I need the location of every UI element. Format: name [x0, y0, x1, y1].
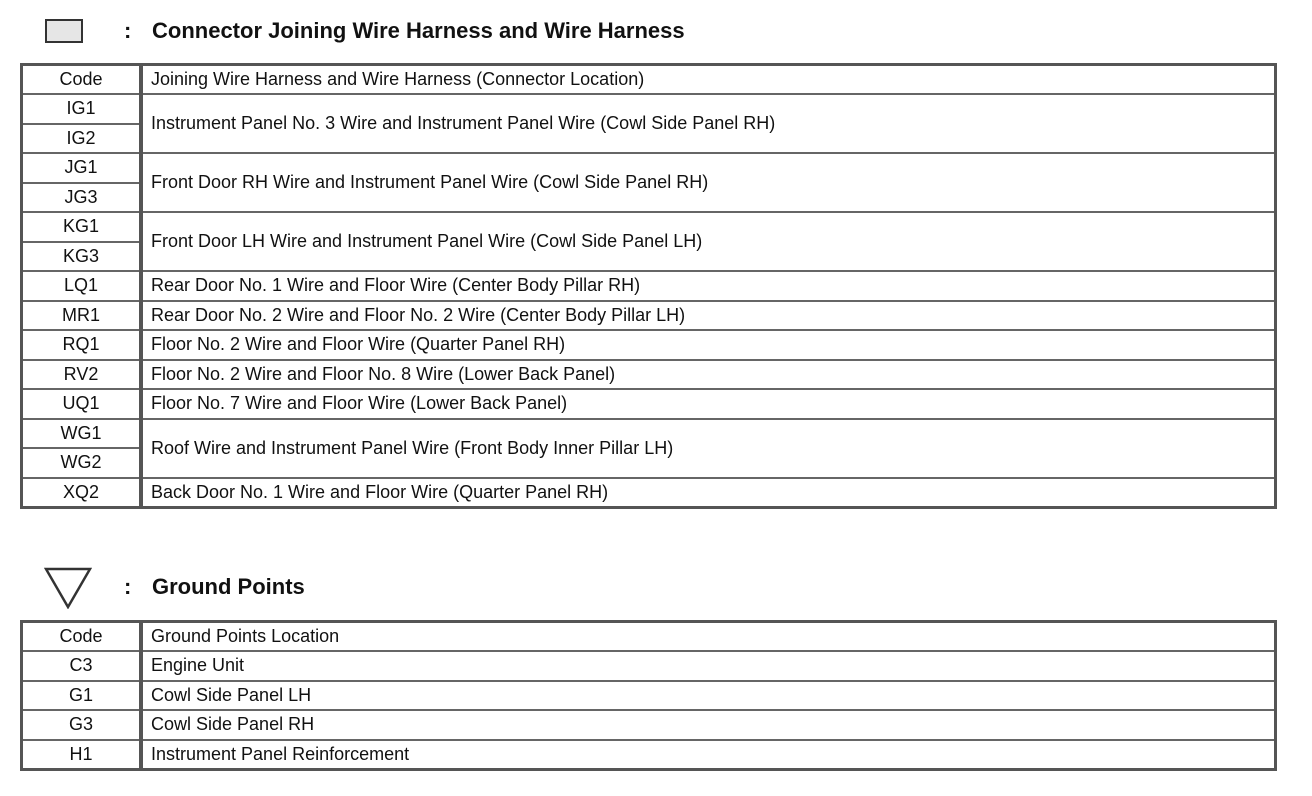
ground-triangle-icon	[44, 567, 92, 609]
table-row	[22, 389, 1276, 419]
ground-code: C3	[22, 651, 142, 681]
ground-location: Cowl Side Panel RH	[141, 710, 1276, 740]
ground-location: Instrument Panel Reinforcement	[141, 740, 1276, 770]
table-row	[22, 478, 1276, 508]
ground-section-title: Ground Points	[152, 574, 305, 599]
connector-header-code: Code	[22, 65, 142, 95]
connector-table	[20, 63, 1277, 509]
connector-location: Rear Door No. 1 Wire and Floor Wire (Center Body Pillar RH)	[141, 271, 1276, 301]
connector-code: XQ2	[22, 478, 142, 508]
table-row	[22, 419, 1276, 449]
table-row	[22, 271, 1276, 301]
ground-heading-colon: :	[124, 574, 132, 599]
ground-code: H1	[22, 740, 142, 770]
connector-heading-colon: :	[124, 18, 132, 43]
connector-code: LQ1	[22, 271, 142, 301]
connector-location: Rear Door No. 2 Wire and Floor No. 2 Wire (Center Body Pillar LH)	[141, 301, 1276, 331]
connector-code: KG3	[22, 242, 142, 272]
ground-section-heading	[0, 567, 600, 607]
table-row	[22, 330, 1276, 360]
connector-section-heading	[0, 11, 900, 51]
table-row	[22, 740, 1276, 770]
connector-code: WG2	[22, 448, 142, 478]
ground-header-code: Code	[22, 622, 142, 652]
ground-code: G1	[22, 681, 142, 711]
connector-code: MR1	[22, 301, 142, 331]
table-row	[22, 212, 1276, 242]
connector-code: JG3	[22, 183, 142, 213]
ground-table-header	[22, 622, 1276, 652]
connector-table-header	[22, 65, 1276, 95]
table-row	[22, 681, 1276, 711]
connector-location: Floor No. 2 Wire and Floor No. 8 Wire (Lower Back Panel)	[141, 360, 1276, 390]
connector-location: Floor No. 2 Wire and Floor Wire (Quarter Panel RH)	[141, 330, 1276, 360]
connector-code: RV2	[22, 360, 142, 390]
ground-location: Engine Unit	[141, 651, 1276, 681]
connector-location: Front Door LH Wire and Instrument Panel Wire (Cowl Side Panel LH)	[141, 212, 1276, 271]
connector-code: RQ1	[22, 330, 142, 360]
ground-location: Cowl Side Panel LH	[141, 681, 1276, 711]
connector-header-desc: Joining Wire Harness and Wire Harness (Connector Location)	[141, 65, 1276, 95]
connector-code: JG1	[22, 153, 142, 183]
table-row	[22, 651, 1276, 681]
table-row	[22, 301, 1276, 331]
connector-section-title: Connector Joining Wire Harness and Wire Harness	[152, 18, 685, 43]
connector-code: KG1	[22, 212, 142, 242]
connector-box-icon	[45, 19, 83, 43]
table-row	[22, 360, 1276, 390]
ground-code: G3	[22, 710, 142, 740]
connector-location: Instrument Panel No. 3 Wire and Instrument Panel Wire (Cowl Side Panel RH)	[141, 94, 1276, 153]
connector-location: Back Door No. 1 Wire and Floor Wire (Quarter Panel RH)	[141, 478, 1276, 508]
connector-code: WG1	[22, 419, 142, 449]
table-row	[22, 710, 1276, 740]
table-row	[22, 94, 1276, 124]
ground-header-desc: Ground Points Location	[141, 622, 1276, 652]
ground-table	[20, 620, 1277, 771]
connector-location: Front Door RH Wire and Instrument Panel Wire (Cowl Side Panel RH)	[141, 153, 1276, 212]
connector-location: Roof Wire and Instrument Panel Wire (Front Body Inner Pillar LH)	[141, 419, 1276, 478]
connector-code: IG1	[22, 94, 142, 124]
connector-code: UQ1	[22, 389, 142, 419]
connector-location: Floor No. 7 Wire and Floor Wire (Lower Back Panel)	[141, 389, 1276, 419]
table-row	[22, 153, 1276, 183]
connector-code: IG2	[22, 124, 142, 154]
